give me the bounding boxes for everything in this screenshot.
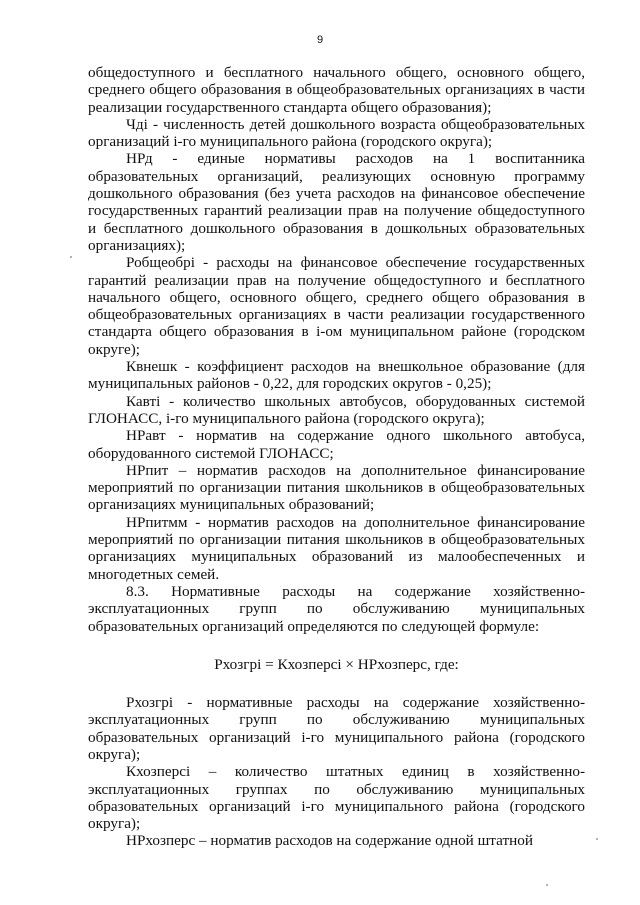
paragraph-rkhozgr-definition: Рхозгрi - нормативные расходы на содержание хозяйственно-эксплуатационных групп по обслуживанию муниципальных образовательных организаций i-го муниципального района (городского округа);: [88, 694, 585, 763]
paragraph-chd-definition: Чдi - численность детей дошкольного возраста общеобразовательных организаций i-го муниципального района (городского округа);: [88, 115, 585, 151]
paragraph-khozpers-definition: Кхозперсi – количество штатных единиц в хозяйственно-эксплуатационных группах по обслуживанию муниципальных образовательных организаций i-го муниципального района (городского округа);: [88, 763, 585, 833]
paragraph-nrpitmm-definition: НРпитмм - норматив расходов на дополнительное финансирование мероприятий по организации питания школьников в общеобразовательных организациях муниципальных образований из малообеспеченных и многодетных семей.: [88, 513, 585, 583]
paragraph-nrd-definition: НРд - единые нормативы расходов на 1 воспитанника образовательных организаций, реализующих основную программу дошкольного образования (без учета расходов на финансовое обеспечение государственных гарантий реализации прав на получение общедоступного и бесплатного дошкольного образования в дошкольных образовательных организациях);: [88, 150, 585, 254]
paragraph-nrkhozpers-definition: НРхозперс – норматив расходов на содержание одной штатной: [126, 832, 533, 850]
paragraph-kvneshk-definition: Квнешк - коэффициент расходов на внешкольное образование (для муниципальных районов - 0,22, для городских округов - 0,25);: [88, 358, 585, 393]
formula: Рхозгрi = Кхозперсi × НРхозперс, где:: [214, 655, 459, 673]
scan-speck: [70, 256, 72, 258]
paragraph-continuation: общедоступного и бесплатного начального общего, основного общего, среднего общего образования в общеобразовательных организациях в части реализации государственного стандарта общего образования);: [88, 64, 585, 116]
document-body: [88, 64, 585, 850]
paragraph-nrpit-definition: НРпит – норматив расходов на дополнительное финансирование мероприятий по организации питания школьников в общеобразовательных организациях муниципальных образований;: [88, 461, 585, 514]
paragraph-robshcheobr-definition: Робщеобрi - расходы на финансовое обеспечение государственных гарантий реализации прав на получение общедоступного и бесплатного начального общего, основного общего, среднего общего образования в общеобразовательных организациях в части реализации государственного стандарта общего образования в i-ом муниципальном районе (городском округе);: [88, 254, 585, 358]
page-number: 9: [316, 34, 324, 46]
paragraph-section-8-3: 8.3. Нормативные расходы на содержание хозяйственно-эксплуатационных групп по обслуживанию муниципальных образовательных организаций определяются по следующей формуле:: [88, 582, 585, 635]
paragraph-kavt-definition: Кавтi - количество школьных автобусов, оборудованных системой ГЛОНАСС, i-го муниципального района (городского округа);: [88, 392, 585, 427]
scan-speck: [546, 884, 548, 886]
scan-speck: [596, 838, 598, 840]
paragraph-nravt-definition: НРавт - норматив на содержание одного школьного автобуса, оборудованного системой ГЛОНАСС;: [88, 427, 585, 462]
